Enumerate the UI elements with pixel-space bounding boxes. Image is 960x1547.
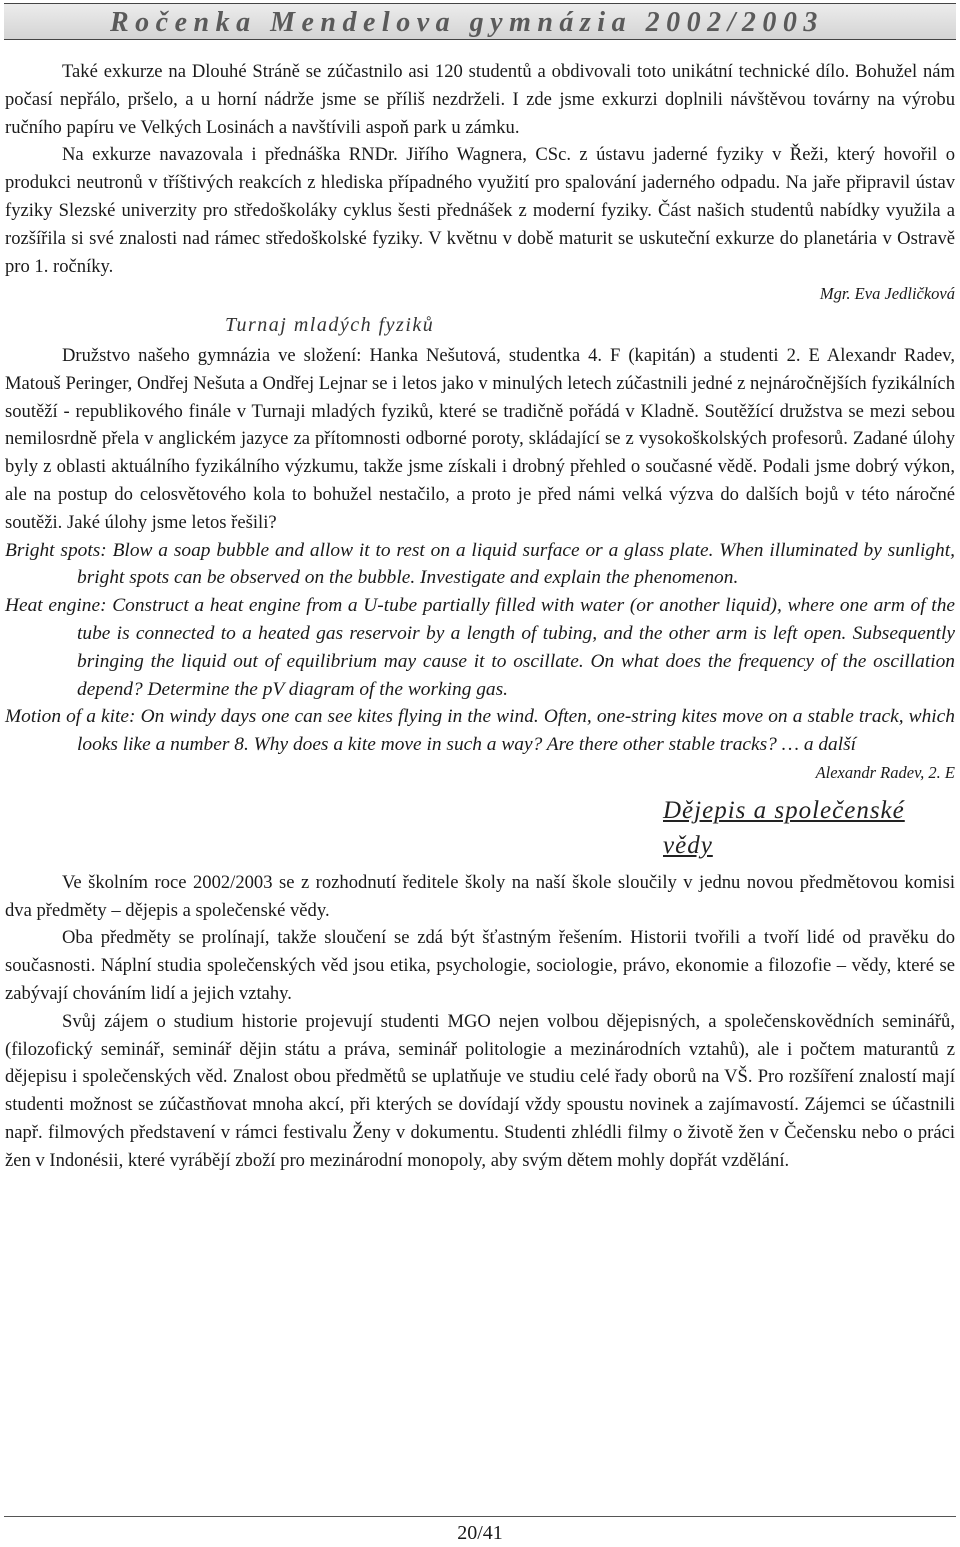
signature-radev: Alexandr Radev, 2. E: [815, 762, 955, 782]
history-paragraph-3: Svůj zájem o studium historie projevují studenti MGO nejen volbou dějepisných, a společenskovědních seminářů, (filozofický seminář, seminář dějin státu a práva, seminář politologie a mezinárodních vztahů), ale i počtem maturantů z dějepisu i společenských věd. Znalost obou předmětů se uplatňuje ve studiu celé řady oborů na VŠ. Pro rozšíření znalostí mají studenti možnost se zúčastňovat mnoha akcí, při kterých se dovídají vždy spoustu novinek a zajímavostí. Zájemci se účastnili např. filmových představení v rámci festivalu Ženy v dokumentu. Studenti zhlédli filmy o životě žen v Čečensku nebo o práci žen v Indonésii, které vyrábějí zboží pro mezinárodní monopoly, aby svým dětem mohly dopřát vzdělání.: [5, 1010, 955, 1171]
tournament-paragraph: Družstvo našeho gymnázia ve složení: Hanka Nešutová, studentka 4. F (kapitán) a studenti 2. E Alexandr Radev, Matouš Peringer, Ondřej Nešuta a Ondřej Lejnar se i letos jako v minulých letech zúčastnili jedné z nejnáročnějších fyzikálních soutěží - republikového finále v Turnaji mladých fyziků, které se tradičně pořádá v Kladně. Soutěžící družstva se mezi sebou nemilosrdně přela v anglickém jazyce za přítomnosti odborné poroty, skládající se z vysokoškolských profesorů. Zadané úlohy byly z oblasti aktuálního fyzikálního výzkumu, takže jsme získali i drobný přehled o současné vědě. Podali jsme dobrý výkon, ale na postup do celosvětového kola to bohužel nestačilo, a proto je před námi velká výzva do dalších bojů v této náročné soutěži. Jaké úlohy jsme letos řešili?: [5, 344, 955, 533]
lecture-paragraph: Na exkurze navazovala i přednáška RNDr. Jiřího Wagnera, CSc. z ústavu jaderné fyziky v Řeži, který hovořil o produkci neutronů v tříštivých reakcích z hlediska případného využití pro spalování jaderného odpadu. Na jaře připravil ústav fyziky Slezské univerzity pro středoškoláky cyklus šesti přednášek z moderní fyziky. Část našich studentů nabídky využila a rozšířila si své znalosti nad rámec středoškolské fyziky. V květnu v době maturit se uskuteční exkurze do planetária v Ostravě pro 1. ročníky.: [5, 144, 955, 277]
heading-young-physicists-tournament: Turnaj mladých fyziků: [225, 314, 435, 337]
page-content: [5, 58, 955, 1174]
header-title: Ročenka Mendelova gymnázia 2002/2003: [110, 7, 824, 38]
task-kite-motion: Motion of a kite: On windy days one can see kites flying in the wind. Often, one-string kites move on a stable track, which looks like a number 8. Why does a kite move in such a way? Are there other stable tracks? … a další: [5, 706, 955, 756]
task-bright-spots: Bright spots: Blow a soap bubble and allow it to rest on a liquid surface or a glass plate. When illuminated by sunlight, bright spots can be observed on the bubble. Investigate and explain the phenomenon.: [5, 539, 955, 589]
footer-divider: [4, 1516, 956, 1517]
signature-jedlickova: Mgr. Eva Jedličková: [819, 284, 955, 304]
heading-history-social-sciences: Dějepis a společenské vědy: [663, 796, 905, 859]
history-paragraph-1: Ve školním roce 2002/2003 se z rozhodnutí ředitele školy na naší škole sloučily v jednu novou předmětovou komisi dva předměty – dějepis a společenské vědy.: [5, 871, 955, 921]
page-header: [4, 3, 956, 40]
physics-excursion-paragraph: Také exkurze na Dlouhé Stráně se zúčastnilo asi 120 studentů a obdivovali toto unikátní technické dílo. Bohužel nám počasí nepřálo, pršelo, a u horní nádrže jsme se příliš nezdrželi. I zde jsme exkurzi doplnili návštěvou továrny na výrobu ručního papíru ve Velkých Losinách a navštívili aspoň park u zámku.: [5, 61, 955, 138]
page-number: 20/41: [457, 1522, 503, 1544]
task-heat-engine: Heat engine: Construct a heat engine from a U-tube partially filled with water (or another liquid), where one arm of the tube is connected to a heated gas reservoir by a length of tubing, and the other arm is left open. Subsequently bringing the liquid out of equilibrium may cause it to oscillate. On what does the frequency of the oscillation depend? Determine the pV diagram of the working gas.: [5, 595, 955, 700]
history-paragraph-2: Oba předměty se prolínají, takže sloučení se zdá být šťastným řešením. Historii tvořili a tvoří lidé od pravěku do současnosti. Náplní studia společenských věd jsou etika, psychologie, sociologie, právo, ekonomie a filozofie – vědy, které se zabývají chováním lidí a jejich vztahy.: [5, 927, 955, 1004]
